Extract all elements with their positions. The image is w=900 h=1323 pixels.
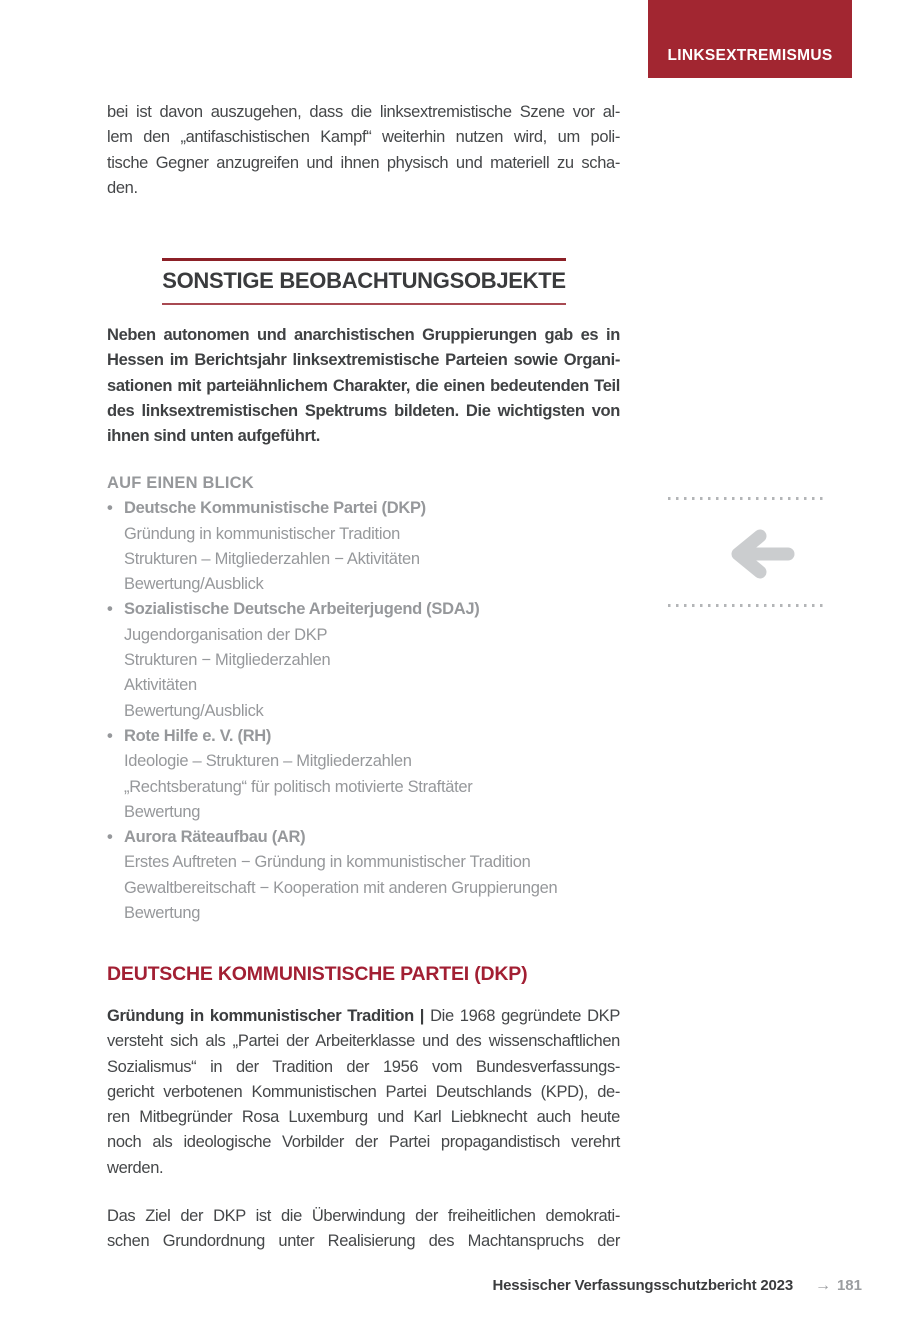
overview-item-line: Bewertung/Ausblick (124, 701, 264, 720)
overview-item-line: Strukturen – Mitgliederzahlen − Aktivitäten (124, 549, 420, 568)
lead-paragraph (107, 323, 620, 449)
overview-item-title: • Aurora Räteaufbau (AR) (107, 825, 620, 850)
dotted-rule-bottom (668, 604, 828, 607)
chapter-tab (648, 0, 852, 78)
overview-item-line: Ideologie – Strukturen – Mitgliederzahlen (124, 752, 412, 771)
paragraph-line: werden. (107, 1158, 164, 1177)
overview-item-title: • Sozialistische Deutsche Arbeiterjugend (SDAJ) (107, 597, 620, 622)
intro-paragraph (107, 100, 620, 201)
paragraph-line: ren Mitbegründer Rosa Luxemburg und Karl Liebknecht auch heute (107, 1108, 620, 1127)
paragraph-line: gericht verbotenen Kommunistischen Partei Deutschlands (KPD), de- (107, 1082, 620, 1101)
bullet-icon: • (107, 600, 113, 619)
paragraph-line: Hessen im Berichtsjahr linksextremistische Parteien sowie Organi- (107, 351, 620, 370)
paragraph-line: bei ist davon auszugehen, dass die linksextremistische Szene vor al- (107, 103, 620, 121)
chapter-tab-label: LINKSEXTREMISMUS (667, 47, 833, 64)
overview-item-line: Jugendorganisation der DKP (124, 625, 328, 644)
overview-title: AUF EINEN BLICK (107, 474, 254, 492)
paragraph-line: Das Ziel der DKP ist die Überwindung der freiheitlichen demokrati- (107, 1207, 620, 1225)
heading-rule-bottom (162, 303, 566, 305)
overview-item-line: Gründung in kommunistischer Tradition (124, 524, 400, 543)
paragraph-line: versteht sich als „Partei der Arbeiterklasse und des wissenschaftlichen (107, 1032, 620, 1051)
overview-item-line: Erstes Auftreten − Gründung in kommunistischer Tradition (124, 853, 531, 872)
paragraph-line: des linksextremistischen Spektrums bildeten. Die wichtigsten von (107, 401, 620, 420)
paragraph-line: schen Grundordnung unter Realisierung des Machtanspruchs der (107, 1232, 620, 1251)
dkp-heading: DEUTSCHE KOMMUNISTISCHE PARTEI (DKP) (107, 963, 528, 985)
section-heading: SONSTIGE BEOBACHTUNGSOBJEKTE (162, 268, 566, 293)
paragraph-line: Gründung in kommunistischer Tradition | Die 1968 gegründete DKP (107, 1007, 620, 1025)
paragraph-line: noch als ideologische Vorbilder der Partei propagandistisch verehrt (107, 1133, 620, 1152)
dkp-paragraph (107, 1004, 620, 1181)
footer-arrow-icon: → (814, 1277, 831, 1294)
dotted-rule-top (668, 497, 828, 500)
footer-page-number: 181 (836, 1277, 862, 1294)
bullet-icon: • (107, 828, 113, 847)
page-footer (492, 1277, 862, 1295)
back-arrow-icon[interactable] (724, 528, 796, 580)
section-heading-block (162, 258, 566, 305)
bullet-icon: • (107, 726, 113, 745)
overview-item-title: • Deutsche Kommunistische Partei (DKP) (107, 496, 620, 521)
paragraph-line: Sozialismus“ in der Tradition der 1956 vom Bundesverfassungs- (107, 1057, 620, 1076)
heading-rule-top (162, 258, 566, 261)
closing-paragraph (107, 1204, 620, 1255)
paragraph-lead-label: Gründung in kommunistischer Tradition | (107, 1007, 425, 1025)
paragraph-line: Neben autonomen und anarchistischen Gruppierungen gab es in (107, 326, 620, 344)
paragraph-line: ihnen sind unten aufgeführt. (107, 427, 320, 446)
overview-item-line: Bewertung (124, 802, 201, 821)
overview-item-line: „Rechtsberatung“ für politisch motivierte Straftäter (124, 777, 473, 796)
overview-item-title: • Rote Hilfe e. V. (RH) (107, 724, 620, 749)
bullet-icon: • (107, 499, 113, 518)
overview-item-line: Bewertung (124, 904, 201, 923)
margin-navigation-graphic (668, 497, 828, 609)
footer-report-title: Hessischer Verfassungsschutzbericht 2023 (492, 1277, 793, 1294)
paragraph-line: den. (107, 178, 138, 197)
paragraph-line: sationen mit parteiähnlichem Charakter, die einen bedeutenden Teil (107, 376, 620, 395)
overview-item-line: Strukturen − Mitgliederzahlen (124, 651, 331, 670)
overview-block (107, 471, 620, 926)
overview-item-line: Bewertung/Ausblick (124, 575, 264, 594)
paragraph-line: tische Gegner anzugreifen und ihnen physisch und materiell zu scha- (107, 153, 620, 172)
overview-list (107, 496, 620, 926)
overview-item-line: Gewaltbereitschaft − Kooperation mit anderen Gruppierungen (124, 878, 558, 897)
paragraph-line: lem den „antifaschistischen Kampf“ weiterhin nutzen wird, um poli- (107, 128, 620, 147)
overview-item-line: Aktivitäten (124, 676, 197, 695)
